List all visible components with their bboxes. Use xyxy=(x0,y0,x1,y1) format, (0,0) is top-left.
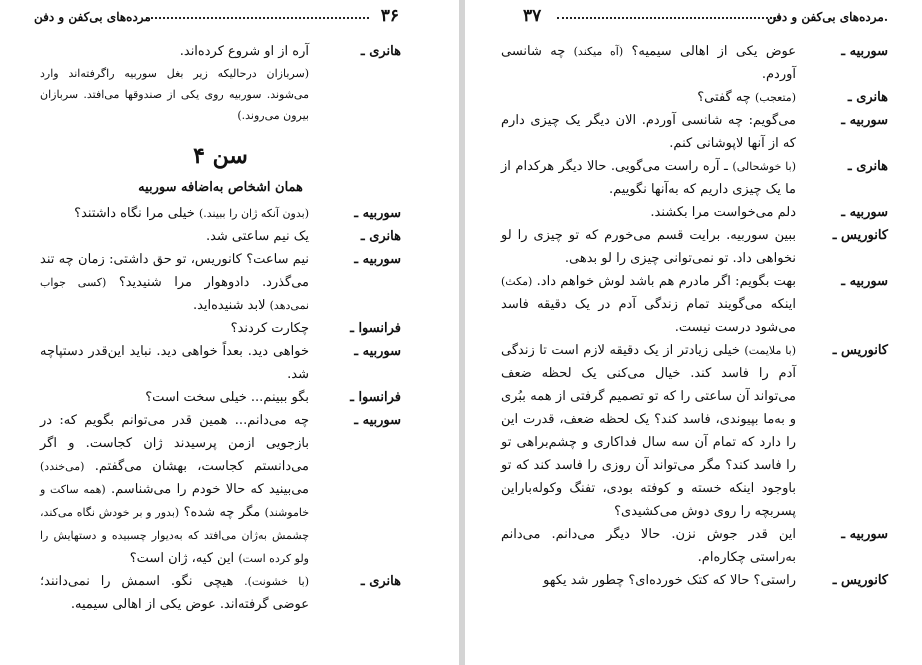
stage-direction: (متعجب) xyxy=(754,91,796,104)
speaker-name: کانوریس ـ xyxy=(832,343,888,358)
right-running-title: مرده‌های بی‌کفن و دفن. xyxy=(766,10,888,24)
speaker-name: سوربیه ـ xyxy=(841,113,888,128)
stage-direction: (آه میکند) xyxy=(573,45,624,58)
right-page-number: ۳۷ xyxy=(523,6,542,26)
dialogue-text: دلم می‌خواست مرا بکشند. xyxy=(650,205,796,220)
dialogue-entry xyxy=(40,317,401,340)
stage-direction: (می‌خندد) xyxy=(40,460,85,473)
speaker-name: سوربیه ـ xyxy=(354,413,401,428)
stage-direction: (بدور و بر خودش نگاه می‌کند، چشمش به‌ژان می‌افتد که به‌دیوار چسبیده و دستهایش را ولو کرده است) xyxy=(40,506,309,565)
right-page-content xyxy=(501,40,888,592)
left-page-content xyxy=(40,40,401,616)
dialogue-entry xyxy=(501,523,888,569)
speaker-name: سوربیه ـ xyxy=(841,205,888,220)
speaker-name: هانری ـ xyxy=(360,44,401,59)
left-page xyxy=(0,0,459,665)
dialogue-text: خواهی دید. بعداً خواهی دید. نباید این‌قدر دستپاچه شد. xyxy=(40,344,309,382)
speaker-name: سوربیه ـ xyxy=(841,44,888,59)
scene-title: سن ۴ xyxy=(193,143,248,169)
right-page xyxy=(465,0,922,665)
dialogue-text: بگو ببینم... خیلی سخت است؟ xyxy=(145,390,309,405)
left-header-dots xyxy=(146,17,369,19)
dialogue-text: خیلی زیادتر از یک دقیقه لازم است تا زندگی آدم را فاسد کند. خیال می‌کنی یک لحظه ضعف می‌تواند آن ساعتی را که تو تصمیم گرفتی از همه ببُری و به‌ما بپیوندی، فاسد کند؟ یک لحظه ضعف، قدرت این را دارد که تمام آن سه سال فداکاری و چشم‌براهی تو را فاسد کند؟ مگر می‌تواند آن روزی را فاسد کند که تو باوجود اینکه خسته و کوفته بودی، تفنگ وکوله‌باراین پسربچه را روی دوش می‌کشیدی؟ xyxy=(501,343,796,519)
stage-direction: (با ملایمت) xyxy=(744,344,796,357)
dialogue-text: نیم ساعت؟ کانوریس، تو حق داشتی: زمان چه تند می‌گذرد. دادوهوار مرا شنیدید؟ xyxy=(40,252,309,290)
speaker-name: هانری ـ xyxy=(847,90,888,105)
speaker-name: فرانسوا ـ xyxy=(350,390,401,405)
stage-direction: (مکث) xyxy=(501,275,533,288)
speaker-name: سوربیه ـ xyxy=(841,527,888,542)
dialogue-entry xyxy=(501,155,888,201)
speaker-name: سوربیه ـ xyxy=(841,274,888,289)
stage-direction: (با خشونت). xyxy=(244,575,309,588)
stage-direction: (بدون آنکه ژان را ببیند.) xyxy=(199,207,309,220)
dialogue-entry xyxy=(40,386,401,409)
dialogue-entry xyxy=(40,570,401,616)
dialogue-text: خیلی مرا نگاه داشتند؟ xyxy=(74,206,195,221)
dialogue-text: اینکه می‌گویند تمام زندگی آدم در یک دقیقه فاسد می‌شود درست نیست. xyxy=(501,297,796,335)
dialogue-text: می‌گویم: چه شانسی آوردم. الان دیگر یک چیزی دارم که از آنها لاپوشانی کنم. xyxy=(501,113,796,151)
dialogue-text: ببین سوربیه. برایت قسم می‌خورم که تو چیزی را لو نخواهی داد. تو نمی‌توانی چیزی را لو بدهی. xyxy=(501,228,796,266)
left-page-number: ۳۶ xyxy=(380,6,399,26)
speaker-name: هانری ـ xyxy=(360,574,401,589)
dialogue-entry xyxy=(501,109,888,155)
stage-direction: (با خوشحالی) xyxy=(732,160,796,173)
dialogue-text: چه گفتی؟ xyxy=(697,90,751,105)
dialogue-text: آره از او شروع کرده‌اند. xyxy=(179,44,309,59)
dialogue-entry xyxy=(501,339,888,523)
speaker-name: سوربیه ـ xyxy=(354,252,401,267)
dialogue-entry xyxy=(501,224,888,270)
dialogue-entry xyxy=(501,569,888,592)
stage-direction: (کسی جواب نمی‌دهد) xyxy=(40,276,309,312)
dialogue-entry xyxy=(501,201,888,224)
dialogue-entry xyxy=(40,202,401,225)
stage-direction: (سربازان درحالیکه زیر بغل سوربیه راگرفته‌اند وارد می‌شوند. سوربیه روی یکی از صندوقها می‌افتد. سربازان بیرون می‌روند.) xyxy=(40,67,309,122)
dialogue-text: چه شانسی آوردم. xyxy=(501,44,796,82)
speaker-name: کانوریس ـ xyxy=(832,573,888,588)
dialogue-text: این قدر جوش نزن. حالا دیگر می‌دانم. می‌دانم به‌راستی چکاره‌ام. xyxy=(501,527,796,565)
speaker-name: کانوریس ـ xyxy=(832,228,888,243)
stage-direction-entry xyxy=(40,63,401,126)
dialogue-entry xyxy=(501,270,888,339)
dialogue-text: یک نیم ساعتی شد. xyxy=(205,229,309,244)
dialogue-entry xyxy=(40,409,401,570)
dialogue-text: لابد شنیده‌اید. xyxy=(192,298,266,313)
dialogue-entry xyxy=(40,340,401,386)
speaker-name: سوربیه ـ xyxy=(354,206,401,221)
dialogue-text: بهت بگویم: اگر مادرم هم باشد لوش خواهم داد. xyxy=(536,274,797,289)
left-running-title: مرده‌های بی‌کفن و دفن xyxy=(34,10,151,24)
speaker-name: فرانسوا ـ xyxy=(350,321,401,336)
dialogue-text: این کیه، ژان است؟ xyxy=(129,551,235,566)
dialogue-entry xyxy=(40,225,401,248)
dialogue-text: مگر چه شده؟ xyxy=(183,505,261,520)
speaker-name: هانری ـ xyxy=(847,159,888,174)
speaker-name: هانری ـ xyxy=(360,229,401,244)
dialogue-text: می‌بینید که حالا خودم را می‌شناسم. xyxy=(111,482,309,497)
dialogue-text: ـ آره راست می‌گویی. حالا دیگر هرکدام از ما یک چیزی داریم که به‌آنها نگوییم. xyxy=(501,159,796,197)
dialogue-text: چه می‌دانم... همین قدر می‌توانم بگویم که: در بازجویی ازمن پرسیدند ژان کجاست. و اگر می‌دانستم کجاست، بهشان می‌گفتم. xyxy=(40,413,309,474)
speaker-name: سوربیه ـ xyxy=(354,344,401,359)
dialogue-entry xyxy=(40,248,401,317)
scene-subtitle: همان اشخاص به‌اضافه سوربیه xyxy=(138,180,303,195)
dialogue-text: چکارت کردند؟ xyxy=(230,321,309,336)
dialogue-entry xyxy=(501,40,888,86)
stage-direction: (همه ساکت و خاموشند) xyxy=(40,483,309,519)
dialogue-entry xyxy=(501,86,888,109)
dialogue-text: عوض یکی از اهالی سیمیه؟ xyxy=(631,44,797,59)
right-header-dots xyxy=(557,17,780,19)
left-page-header xyxy=(34,6,399,32)
dialogue-text: راستی؟ حالا که کتک خورده‌ای؟ چطور شد یکهو xyxy=(543,573,796,588)
dialogue-entry xyxy=(40,40,401,63)
right-page-header xyxy=(523,6,888,32)
dialogue-text: هیچی نگو. اسمش را نمی‌دانند؛ عوضی گرفته‌اند. عوض یکی از اهالی سیمیه. xyxy=(40,574,309,612)
